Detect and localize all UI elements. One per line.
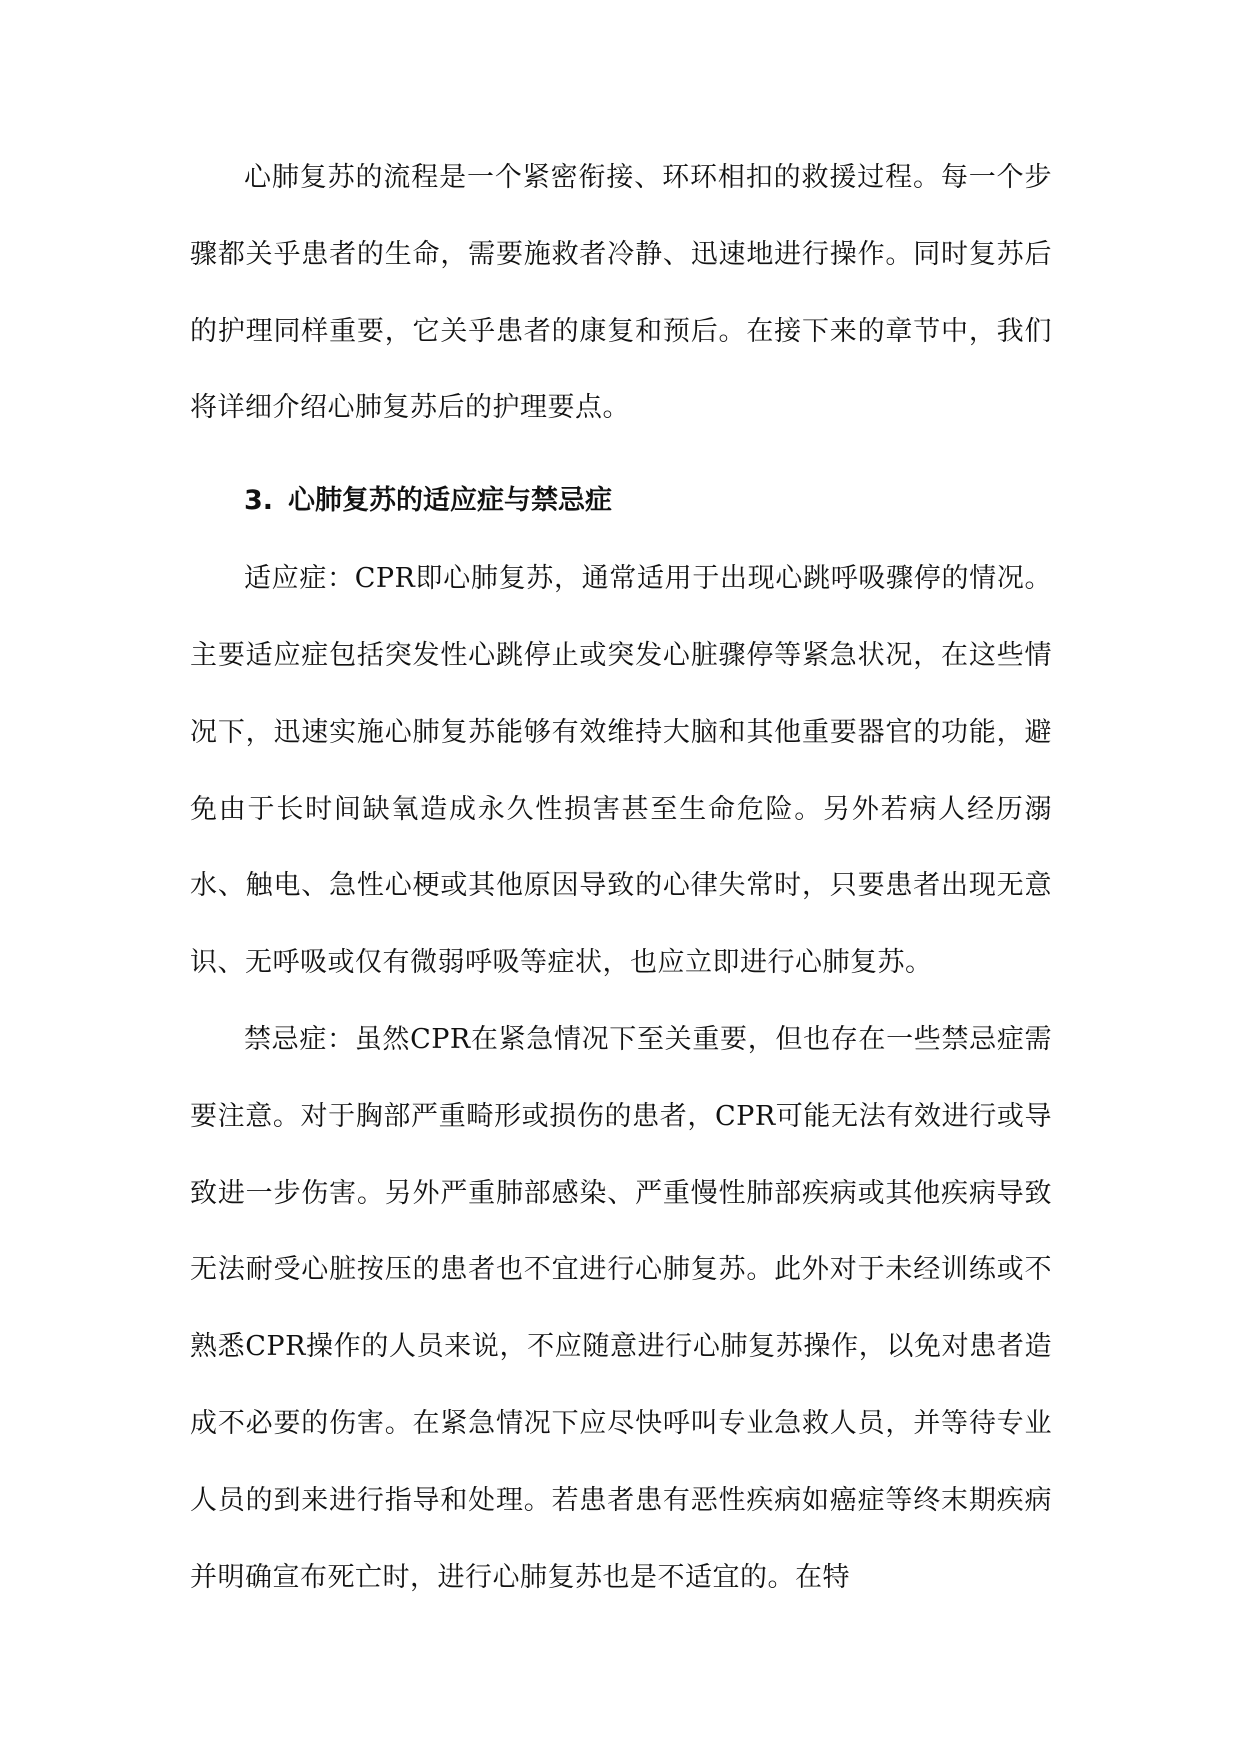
- paragraph-cpr-process: 心肺复苏的流程是一个紧密衔接、环环相扣的救援过程。每一个步骤都关乎患者的生命，需要施救者冷静、迅速地进行操作。同时复苏后的护理同样重要，它关乎患者的康复和预后。在接下来的章节中，我们将详细介绍心肺复苏后的护理要点。: [190, 162, 1052, 424]
- document-body: [190, 140, 1052, 1616]
- paragraph-contraindications: 禁忌症：虽然CPR在紧急情况下至关重要，但也存在一些禁忌症需要注意。对于胸部严重畸形或损伤的患者，CPR可能无法有效进行或导致进一步伤害。另外严重肺部感染、严重慢性肺部疾病或其他疾病导致无法耐受心脏按压的患者也不宜进行心肺复苏。此外对于未经训练或不熟悉CPR操作的人员来说，不应随意进行心肺复苏操作，以免对患者造成不必要的伤害。在紧急情况下应尽快呼叫专业急救人员，并等待专业人员的到来进行指导和处理。若患者患有恶性疾病如癌症等终末期疾病并明确宣布死亡时，进行心肺复苏也是不适宜的。在特: [190, 1023, 1052, 1593]
- section-heading: [190, 461, 1052, 541]
- section-number: 3.: [244, 485, 274, 517]
- section-title: 心肺复苏的适应症与禁忌症: [288, 485, 612, 517]
- paragraph-indications: 适应症：CPR即心肺复苏，通常适用于出现心跳呼吸骤停的情况。主要适应症包括突发性心跳停止或突发心脏骤停等紧急状况，在这些情况下，迅速实施心肺复苏能够有效维持大脑和其他重要器官的功能，避免由于长时间缺氧造成永久性损害甚至生命危险。另外若病人经历溺水、触电、急性心梗或其他原因导致的心律失常时，只要患者出现无意识、无呼吸或仅有微弱呼吸等症状，也应立即进行心肺复苏。: [190, 563, 1052, 979]
